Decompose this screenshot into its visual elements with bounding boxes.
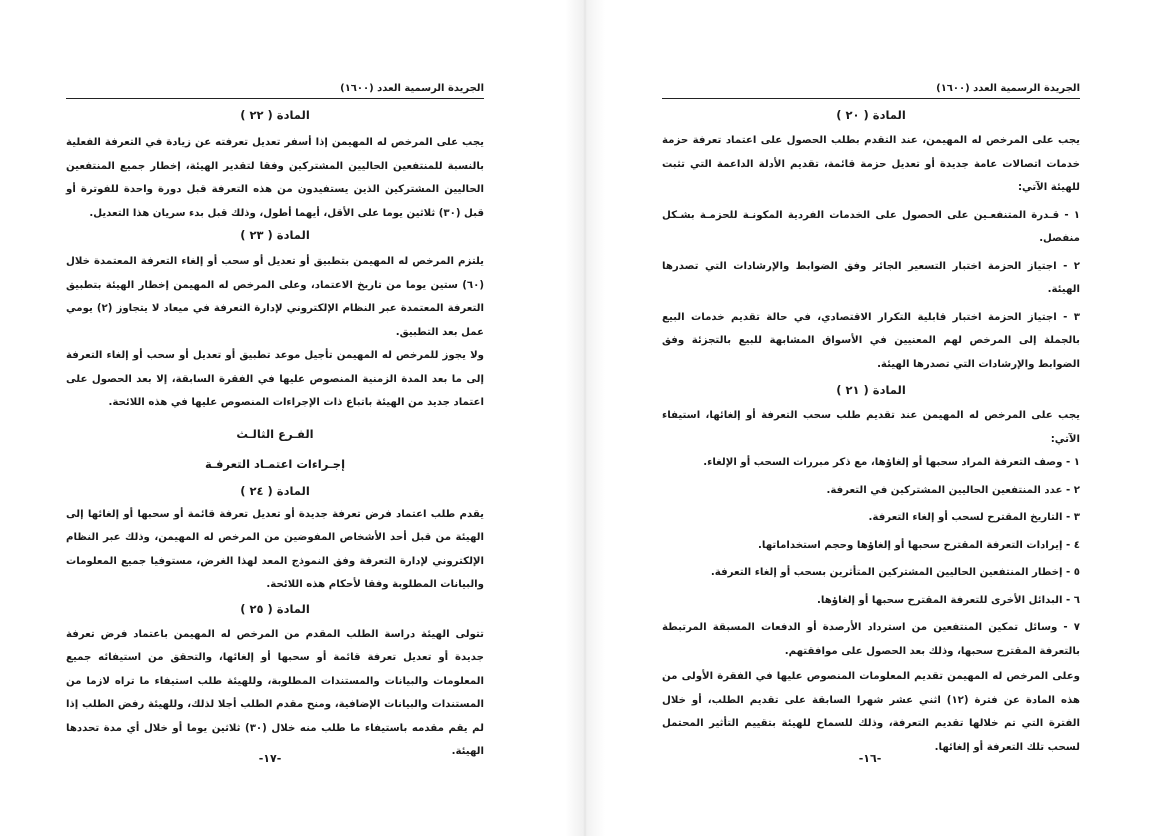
article-21-item: ٦ - البدائل الأخرى للتعرفة المقترح سحبها أو إلغاؤها.: [817, 594, 1080, 606]
article-20-item: ٣ - اجتياز الحزمة اختبار قابلية التكرار الاقتصادي، في حالة تقديم خدمات البيع بالجملة إلى المرخص لهم المعنيين في الأسواق المشابهة للبيع بالتجزئة وفق الضوابط والإرشادات التي تصدرها الهيئة.: [662, 311, 1080, 370]
page-left-content: [66, 80, 484, 764]
header-title: الجريدة الرسمية العدد (١٦٠٠): [936, 83, 1080, 94]
article-24-title: المادة ( ٢٤ ): [240, 483, 310, 498]
page-header: [66, 80, 484, 99]
article-20-title: المادة ( ٢٠ ): [836, 108, 906, 122]
article-25-text: تتولى الهيئة دراسة الطلب المقدم من المرخص له المهيمن باعتماد فرض تعرفة جديدة أو تعديل تعرفة قائمة أو سحبها أو إلغائها، والتحقق من استيفائه جميع المعلومات والبيانات والمستندات المطلوبة، وللهيئة طلب استيفاء ما تراه لازما من المستندات والبيانات الإضافية، ومنح مقدم الطلب أجلا لذلك، وللهيئة رفض الطلب إذا لم يقم مقدمه باستيفاء ما طلب منه خلال (٣٠) ثلاثين يوما أو خلال أي مدة تحددها الهيئة.: [66, 628, 484, 757]
article-24-text: يقدم طلب اعتماد فرض تعرفة جديدة أو تعديل تعرفة قائمة أو سحبها أو إلغائها إلى الهيئة من قبل أحد الأشخاص المفوضين من المرخص له المهيمن، وذلك عبر النظام الإلكتروني لإدارة التعرفة وفق النموذج المعد لهذا الغرض، مستوفيا جميع المعلومات والبيانات المطلوبة وفقا لأحكام هذه اللائحة.: [66, 508, 484, 590]
page-number: -١٦-: [858, 752, 882, 765]
article-20-intro: يجب على المرخص له المهيمن، عند التقدم بطلب الحصول على اعتماد تعرفة حزمة خدمات اتصالات عامة جديدة أو تعديل حزمة قائمة، تقديم الأدلة الداعمة التي تثبت للهيئة الآتي:: [662, 135, 1080, 193]
page-right: [580, 0, 1161, 836]
article-20-item: ٢ - اجتياز الحزمة اختبار التسعير الجائر وفق الضوابط والإرشادات التي تصدرها الهيئة.: [662, 260, 1080, 295]
article-21-closing: وعلى المرخص له المهيمن تقديم المعلومات المنصوص عليها في الفقرة الأولى من هذه المادة عن فترة (١٢) اثني عشر شهرا السابقة على تقديم الطلب، أو خلال الفترة التي تم خلالها تقديم التعرفة، وذلك للسماح للهيئة بتقييم التأثير المحتمل لسحب تلك التعرفة أو إلغائها.: [662, 671, 1080, 753]
article-21-item: ١ - وصف التعرفة المراد سحبها أو إلغاؤها، مع ذكر مبررات السحب أو الإلغاء.: [703, 457, 1080, 468]
article-21-title: المادة ( ٢١ ): [836, 383, 906, 397]
article-21-item: ٢ - عدد المنتفعين الحاليين المشتركين في التعرفة.: [826, 484, 1080, 496]
article-22-title: المادة ( ٢٢ ): [240, 108, 310, 122]
branch-title: إجـراءات اعتمـاد التعرفـة: [204, 456, 346, 471]
article-22-text: يجب على المرخص له المهيمن إذا أسفر تعديل تعرفته عن زيادة في التعرفة الفعلية بالنسبة للمنتفعين الحاليين المشتركين وفقا لتقدير الهيئة، إخطار جميع المنتفعين الحاليين المشتركين الذين يستفيدون من هذه التعرفة قبل دورة واحدة للفوترة أو قبل (٣٠) ثلاثين يوما على الأقل، أيهما أطول، وذلك قبل بدء سريان هذا التعديل.: [66, 137, 484, 219]
branch-label: الفـرع الثالـث: [236, 426, 314, 441]
article-23-title: المادة ( ٢٣ ): [240, 228, 310, 242]
page-header: [662, 80, 1080, 99]
header-title: الجريدة الرسمية العدد (١٦٠٠): [340, 83, 484, 94]
article-23-text-2: ولا يجوز للمرخص له المهيمن تأجيل موعد تطبيق أو تعديل أو سحب أو إلغاء التعرفة إلى ما بعد المدة الزمنية المنصوص عليها في الفقرة السابقة، إلا بعد الحصول على اعتماد جديد من الهيئة باتباع ذات الإجراءات المنصوص عليها في هذه اللائحة.: [66, 350, 484, 408]
article-21-intro: يجب على المرخص له المهيمن عند تقديم طلب سحب التعرفة أو إلغائها، استيفاء الآتي:: [662, 410, 1080, 445]
article-23-text-1: يلتزم المرخص له المهيمن بتطبيق أو تعديل أو سحب أو إلغاء التعرفة المعتمدة خلال (٦٠) ستين يوما من تاريخ الاعتماد، وعلى المرخص له المهيمن إخطار الهيئة بتطبيق التعرفة المعتمدة عبر النظام الإلكتروني لإدارة التعرفة في ميعاد لا يتجاوز (٢) يومي عمل بعد التطبيق.: [66, 256, 484, 338]
article-21-item: ٤ - إيرادات التعرفة المقترح سحبها أو إلغاؤها وحجم استخداماتها.: [758, 539, 1080, 551]
article-21-item: ٧ - وسائل تمكين المنتفعين من استرداد الأرصدة أو الدفعات المسبقة المرتبطة بالتعرفة المقترح سحبها، وذلك بعد الحصول على موافقتهم.: [662, 622, 1080, 657]
page-left: [0, 0, 580, 836]
article-21-item: ٣ - التاريخ المقترح لسحب أو إلغاء التعرفة.: [868, 512, 1080, 523]
page-number: -١٧-: [258, 752, 282, 765]
article-25-title: المادة ( ٢٥ ): [240, 601, 310, 616]
page-right-content: [662, 80, 1080, 759]
article-20-item: ١ - قـدرة المتنفعـين على الحصول على الخدمات الفردية المكونـة للحزمـة بشـكل منفصل.: [662, 209, 1080, 244]
article-21-item: ٥ - إخطار المنتفعين الحاليين المشتركين المتأثرين بسحب أو إلغاء التعرفة.: [710, 567, 1080, 578]
